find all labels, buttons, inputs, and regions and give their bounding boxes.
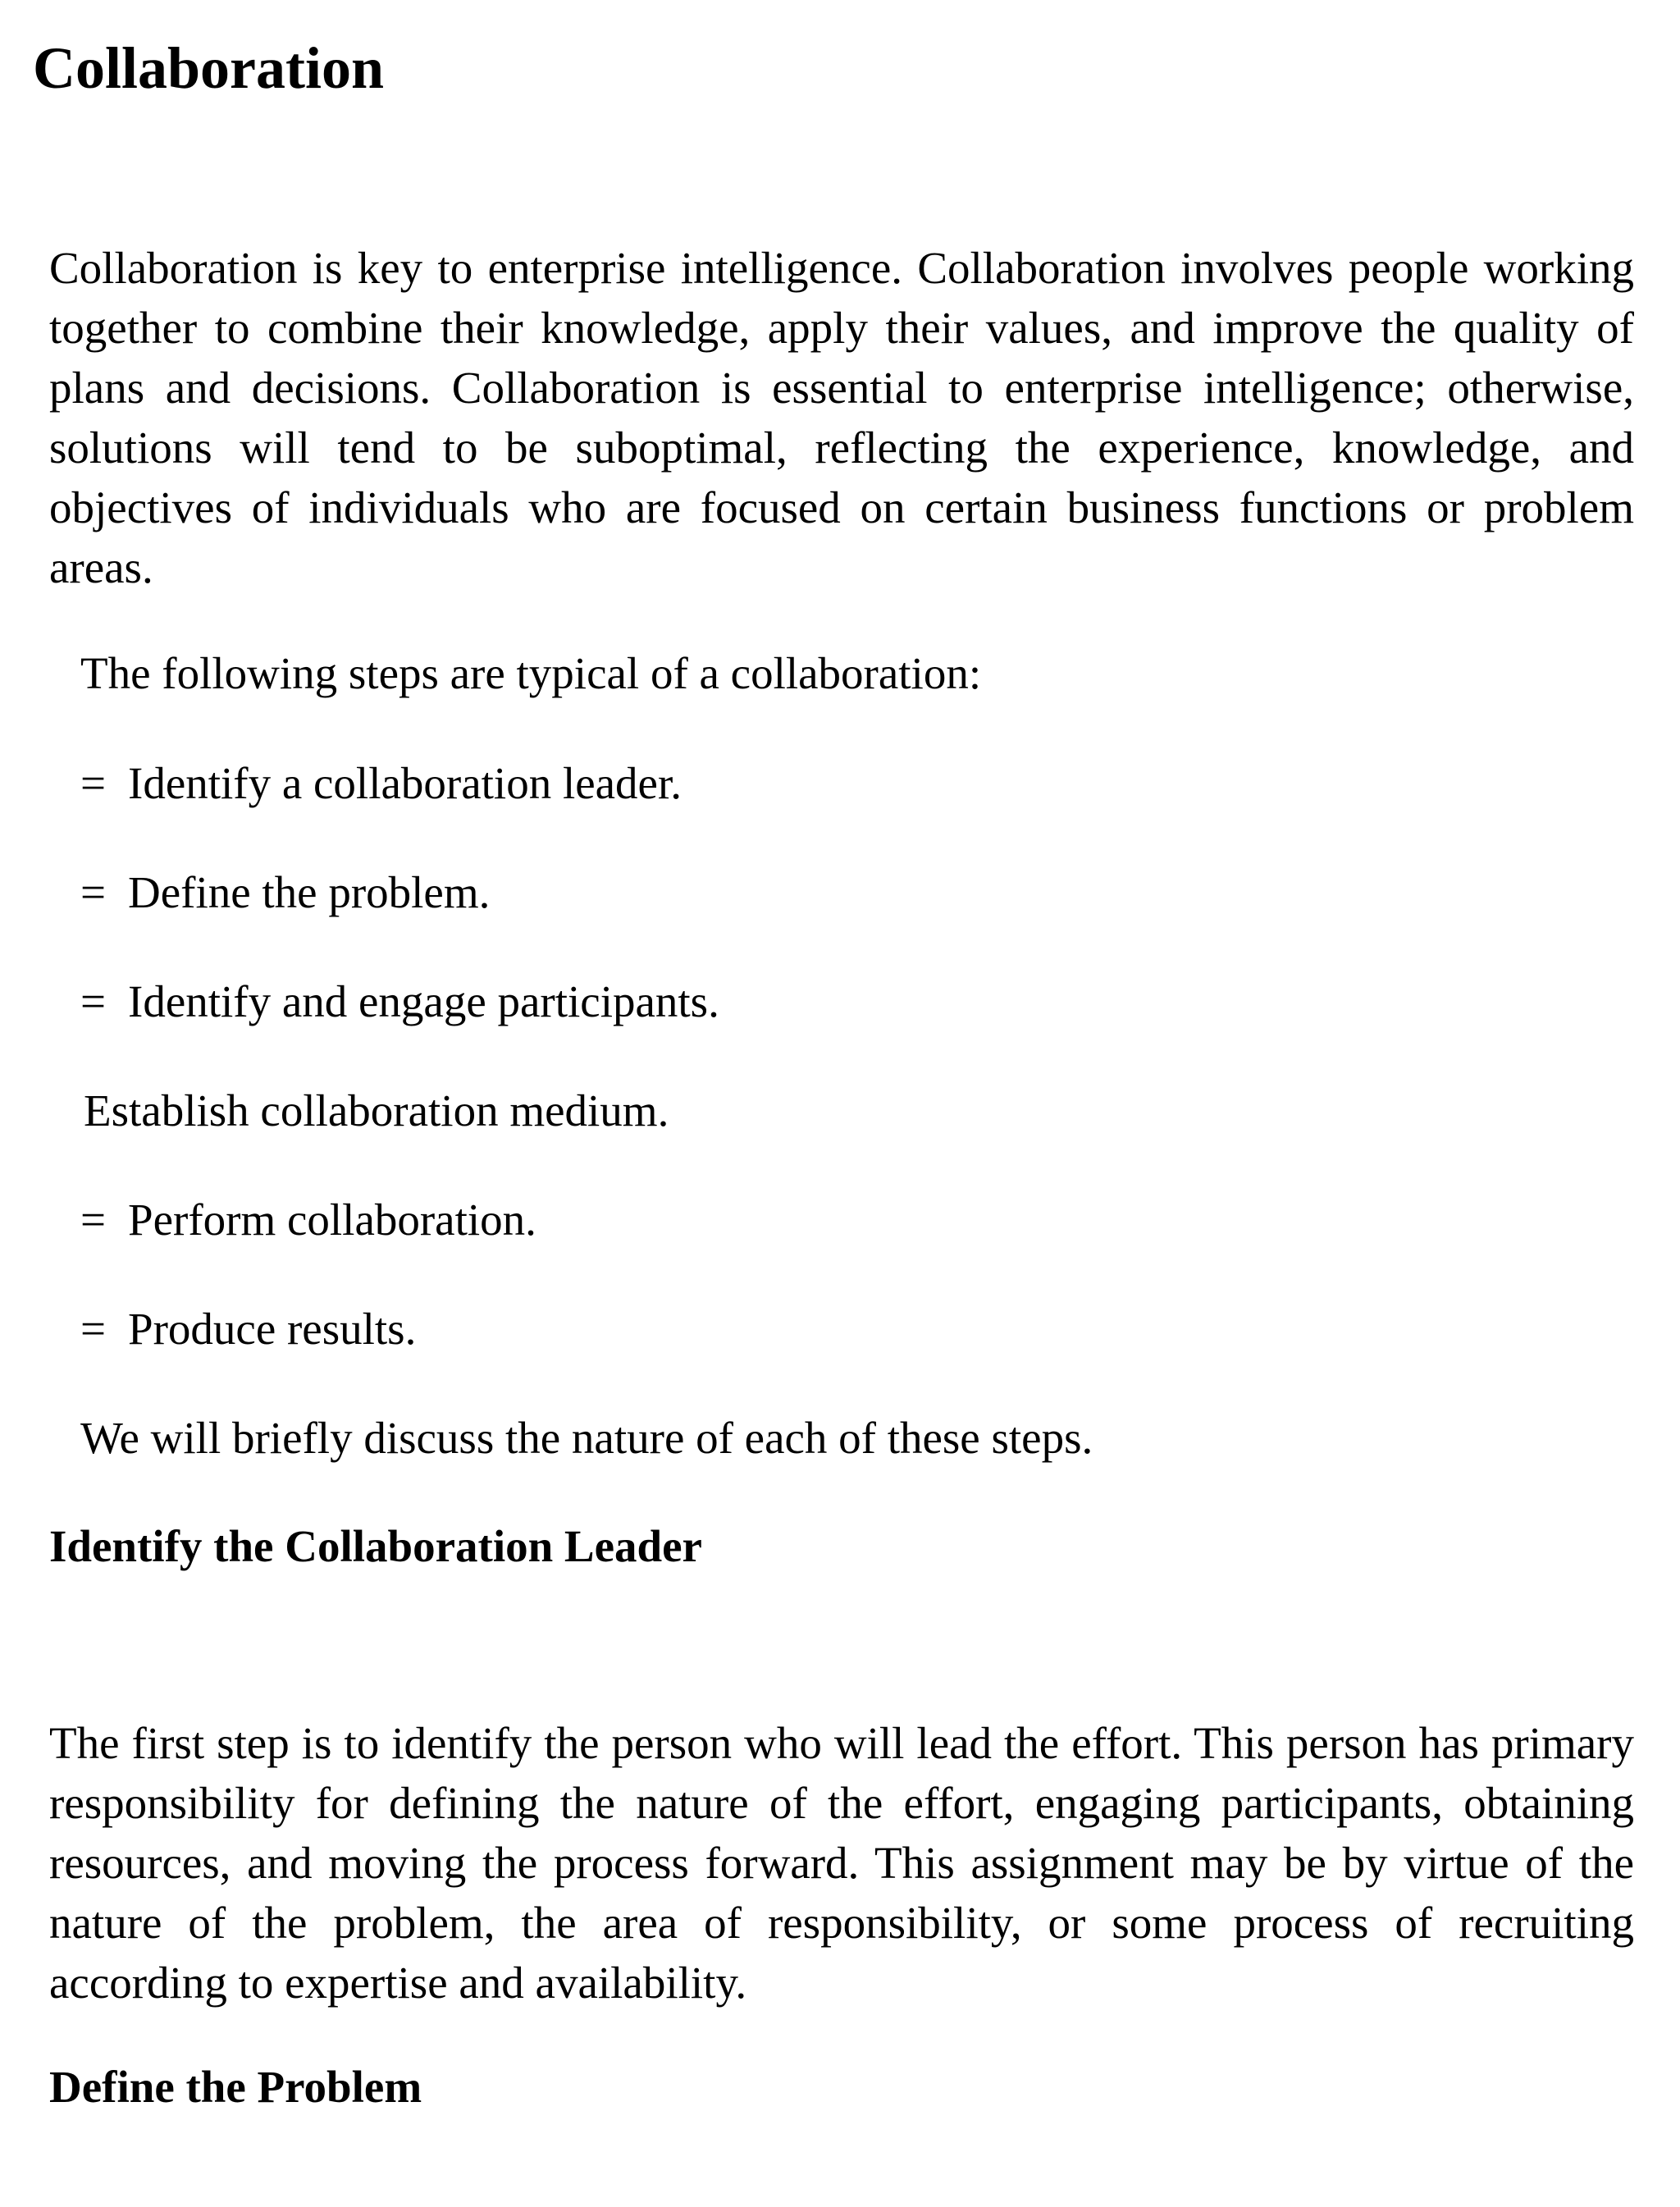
steps-outro: We will briefly discuss the nature of each of these steps. [80, 1413, 1093, 1463]
list-item [80, 866, 490, 920]
bullet-marker: = [80, 1304, 107, 1354]
intro-paragraph: Collaboration is key to enterprise intelligence. Collaboration involves people working together to combine their knowledge, apply their values, and improve the quality of plans and decisions. Collaboration is essential to enterprise intelligence; otherwise, solutions will tend to be suboptimal, reflecting the experience, knowledge, and objectives of individuals who are focused on certain business functions or problem areas. [49, 243, 1634, 592]
section-heading-define-problem: Define the Problem [49, 2062, 422, 2112]
step-text: Perform collaboration. [128, 1195, 536, 1245]
step-text: Establish collaboration medium. [84, 1085, 669, 1135]
list-item [80, 975, 719, 1029]
step-text: Identify and engage participants. [128, 976, 719, 1026]
bullet-marker: = [80, 867, 107, 917]
steps-intro: The following steps are typical of a collaboration: [80, 648, 982, 698]
step-text: Produce results. [128, 1304, 417, 1354]
bullet-marker: = [80, 1195, 107, 1245]
collaboration-leader-paragraph: The first step is to identify the person who will lead the effort. This person has primary responsibility for defining the nature of the effort, engaging participants, obtaining resources, and moving the process forward. This assignment may be by virtue of the nature of the problem, the area of responsibility, or some process of recruiting according to expertise and availability. [49, 1718, 1634, 2008]
step-text: Define the problem. [128, 867, 491, 917]
list-item [80, 756, 682, 811]
list-item [80, 1302, 416, 1356]
section-heading-collaboration-leader: Identify the Collaboration Leader [49, 1521, 702, 1571]
list-item [80, 1193, 536, 1247]
step-text: Identify a collaboration leader. [128, 758, 682, 808]
list-item [84, 1084, 669, 1138]
bullet-marker: = [80, 758, 107, 808]
page-title: Collaboration [33, 35, 385, 101]
bullet-marker: = [80, 976, 107, 1026]
